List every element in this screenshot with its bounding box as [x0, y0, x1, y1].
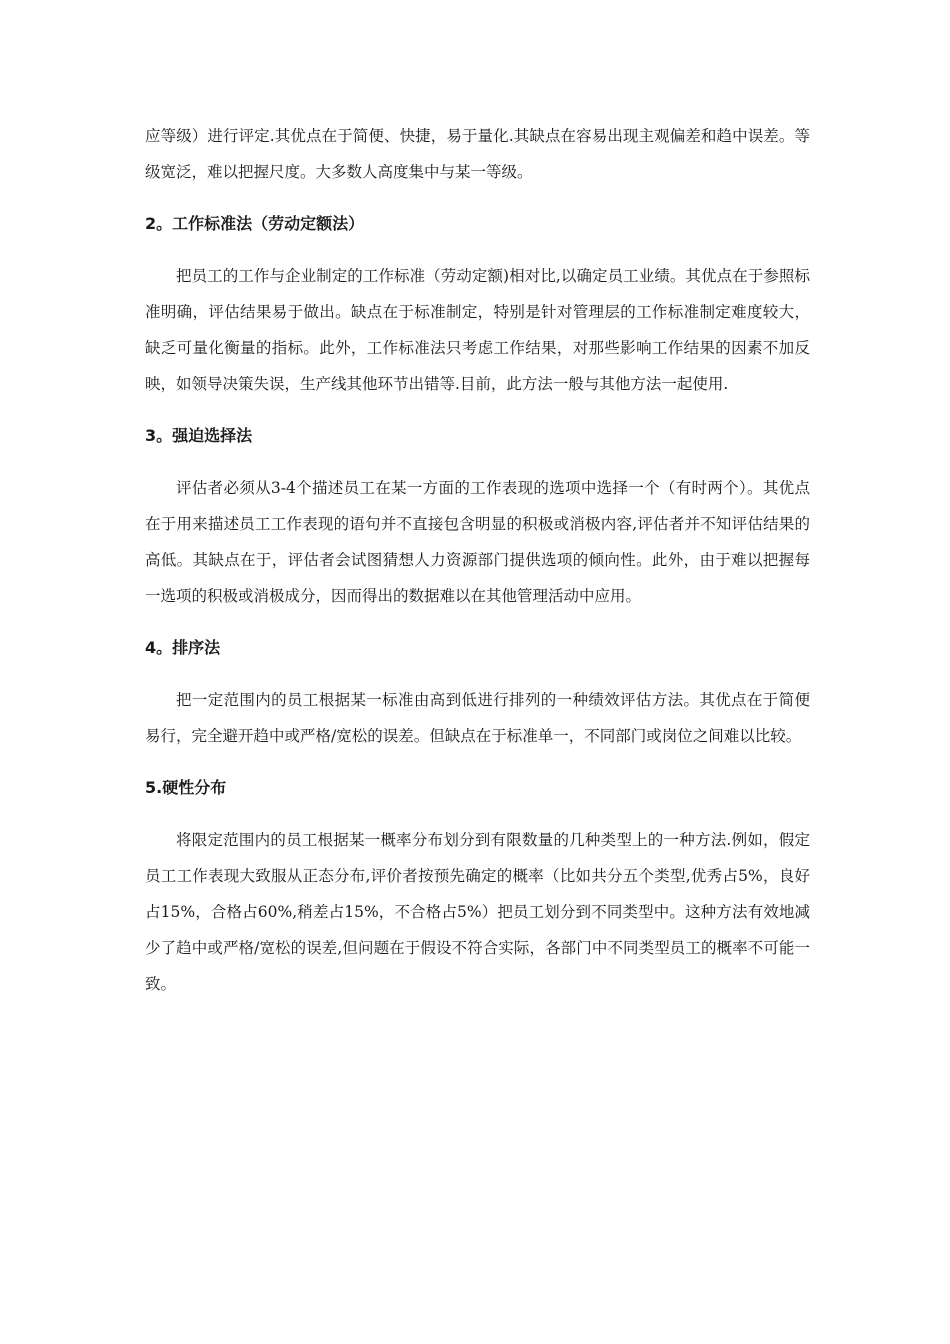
- section-body-work-standard: 把员工的工作与企业制定的工作标准（劳动定额)相对比,以确定员工业绩。其优点在于参照标准明确，评估结果易于做出。缺点在于标准制定，特别是针对管理层的工作标准制定难度较大，缺乏可量化衡量的指标。此外，工作标准法只考虑工作结果，对那些影响工作结果的因素不加反映，如领导决策失误，生产线其他环节出错等.目前，此方法一般与其他方法一起使用.: [145, 267, 810, 393]
- document-body: [145, 118, 810, 1002]
- section-heading-work-standard: 2。工作标准法（劳动定额法）: [145, 214, 365, 233]
- section-heading-forced-choice: 3。强迫选择法: [145, 426, 253, 445]
- section-heading-ranking: 4。排序法: [145, 638, 221, 657]
- section-heading-forced-distribution: 5.硬性分布: [145, 778, 227, 797]
- intro-paragraph: 应等级）进行评定.其优点在于简便、快捷，易于量化.其缺点在容易出现主观偏差和趋中误差。等级宽泛，难以把握尺度。大多数人高度集中与某一等级。: [145, 127, 810, 181]
- section-body-forced-choice: 评估者必须从3-4个描述员工在某一方面的工作表现的选项中选择一个（有时两个）。其优点在于用来描述员工工作表现的语句并不直接包含明显的积极或消极内容,评估者并不知评估结果的高低。其缺点在于，评估者会试图猜想人力资源部门提供选项的倾向性。此外，由于难以把握每一选项的积极或消极成分，因而得出的数据难以在其他管理活动中应用。: [145, 479, 810, 605]
- section-body-ranking: 把一定范围内的员工根据某一标准由高到低进行排列的一种绩效评估方法。其优点在于简便易行，完全避开趋中或严格/宽松的误差。但缺点在于标准单一，不同部门或岗位之间难以比较。: [145, 691, 810, 745]
- section-body-forced-distribution: 将限定范围内的员工根据某一概率分布划分到有限数量的几种类型上的一种方法.例如，假定员工工作表现大致服从正态分布,评价者按预先确定的概率（比如共分五个类型,优秀占5%，良好占15%，合格占60%,稍差占15%，不合格占5%）把员工划分到不同类型中。这种方法有效地减少了趋中或严格/宽松的误差,但问题在于假设不符合实际，各部门中不同类型员工的概率不可能一致。: [145, 831, 810, 993]
